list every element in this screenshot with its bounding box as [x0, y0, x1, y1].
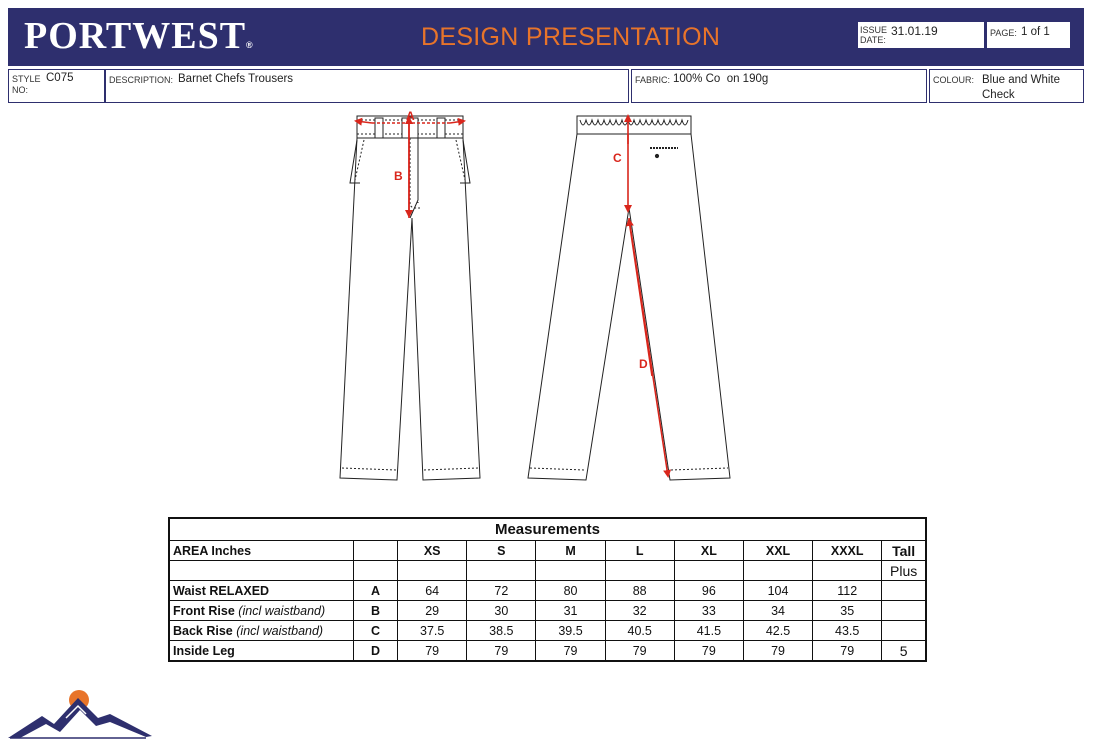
table-cell: 43.5 [813, 621, 882, 641]
row-label: Inside Leg [169, 641, 353, 662]
blank-cell [605, 561, 674, 581]
table-cell: 40.5 [605, 621, 674, 641]
issue-date-label: ISSUE DATE: [860, 25, 888, 45]
size-header-xs: XS [398, 541, 467, 561]
size-header-l: L [605, 541, 674, 561]
table-cell: 79 [674, 641, 743, 662]
table-cell: 42.5 [743, 621, 812, 641]
measurements-title: Measurements [169, 518, 926, 541]
front-view-sketch [340, 116, 480, 480]
blank-cell [536, 561, 605, 581]
table-cell: 41.5 [674, 621, 743, 641]
tall-cell [882, 621, 926, 641]
table-row [169, 641, 926, 662]
tall-cell [882, 601, 926, 621]
size-header-xxxl: XXXL [813, 541, 882, 561]
colour-value: Blue and White Check [982, 74, 1060, 101]
table-cell: 80 [536, 581, 605, 601]
document-title: DESIGN PRESENTATION [421, 23, 721, 51]
row-label: Waist RELAXED [169, 581, 353, 601]
style-no-value: C075 [46, 72, 74, 84]
table-cell: 79 [398, 641, 467, 662]
table-cell: 38.5 [467, 621, 536, 641]
table-row [169, 621, 926, 641]
marker-c-label: C [613, 151, 622, 165]
table-cell: 79 [813, 641, 882, 662]
mountain-icon [8, 698, 152, 738]
row-code: B [353, 601, 397, 621]
blank-cell [169, 561, 353, 581]
mountain-sun-logo [6, 688, 156, 740]
style-no-label: STYLE NO: [12, 74, 41, 95]
table-cell: 88 [605, 581, 674, 601]
table-cell: 112 [813, 581, 882, 601]
table-cell: 79 [467, 641, 536, 662]
trouser-technical-sketch [300, 108, 740, 488]
size-header-xl: XL [674, 541, 743, 561]
table-cell: 32 [605, 601, 674, 621]
row-code: D [353, 641, 397, 662]
fabric-label: FABRIC: [635, 75, 671, 85]
size-header-m: M [536, 541, 605, 561]
page-value: 1 of 1 [1021, 26, 1050, 38]
table-row [169, 581, 926, 601]
description-label: DESCRIPTION: [109, 75, 174, 85]
size-header-s: S [467, 541, 536, 561]
tall-cell: 5 [882, 641, 926, 662]
style-no-box [8, 69, 105, 103]
colour-box [929, 69, 1084, 103]
table-cell: 31 [536, 601, 605, 621]
measurement-arrows [356, 116, 668, 476]
row-label: Front Rise (incl waistband) [169, 601, 353, 621]
fabric-box [631, 69, 927, 103]
marker-d-label: D [639, 357, 648, 371]
colour-label: COLOUR: [933, 75, 975, 85]
blank-cell [743, 561, 812, 581]
issue-date-value: 31.01.19 [891, 24, 938, 38]
row-label: Back Rise (incl waistband) [169, 621, 353, 641]
page-box [987, 22, 1070, 48]
table-cell: 79 [743, 641, 812, 662]
code-header [353, 541, 397, 561]
plus-header: Plus [882, 561, 926, 581]
table-row [169, 601, 926, 621]
row-code: C [353, 621, 397, 641]
table-cell: 96 [674, 581, 743, 601]
tall-header: Tall [882, 541, 926, 561]
table-cell: 39.5 [536, 621, 605, 641]
fabric-value: 100% Co on 190g [673, 73, 769, 85]
blank-cell [398, 561, 467, 581]
table-cell: 29 [398, 601, 467, 621]
marker-b-label: B [394, 169, 403, 183]
table-cell: 79 [536, 641, 605, 662]
table-cell: 64 [398, 581, 467, 601]
table-cell: 33 [674, 601, 743, 621]
marker-a-label: A [406, 109, 415, 123]
row-code: A [353, 581, 397, 601]
back-view-sketch [528, 116, 730, 480]
description-box [105, 69, 629, 103]
page-label: PAGE: [990, 28, 1017, 38]
table-cell: 72 [467, 581, 536, 601]
table-cell: 37.5 [398, 621, 467, 641]
issue-date-box [858, 22, 984, 48]
table-cell: 30 [467, 601, 536, 621]
brand-logo-text: PORTWEST® [24, 15, 253, 57]
size-header-xxl: XXL [743, 541, 812, 561]
table-cell: 35 [813, 601, 882, 621]
table-cell: 79 [605, 641, 674, 662]
area-inches-header: AREA Inches [169, 541, 353, 561]
blank-cell [674, 561, 743, 581]
blank-cell [467, 561, 536, 581]
measurements-table [168, 517, 927, 662]
blank-cell [353, 561, 397, 581]
table-cell: 34 [743, 601, 812, 621]
description-value: Barnet Chefs Trousers [178, 73, 294, 85]
table-cell: 104 [743, 581, 812, 601]
tall-cell [882, 581, 926, 601]
blank-cell [813, 561, 882, 581]
